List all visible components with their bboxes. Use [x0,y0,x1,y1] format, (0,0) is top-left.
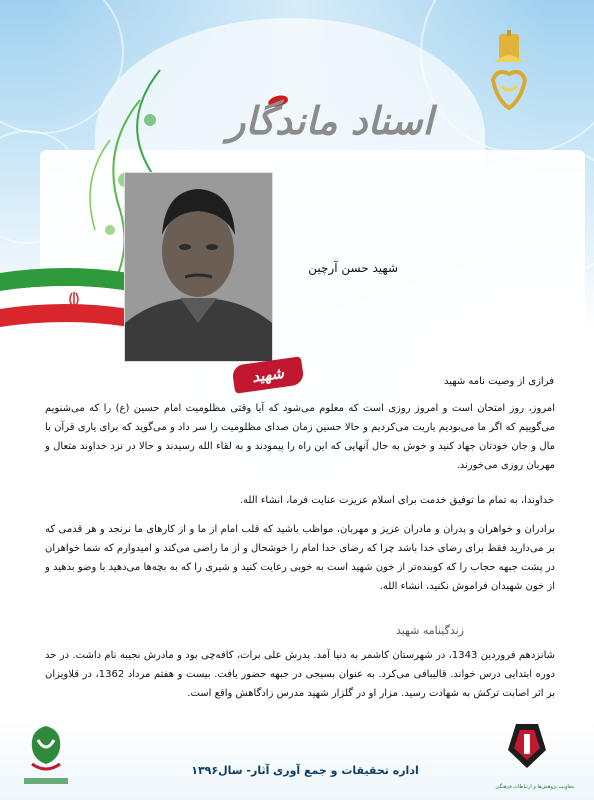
martyr-name: شهید حسن آرچین [308,261,398,275]
martyr-badge: شهید [231,356,304,393]
will-paragraph-2-text: خداوندا، به تمام ما توفیق خدمت برای اسلام عزیزت عنایت فرما، انشاء الله. [239,495,554,506]
biography-heading: زندگینامه شهید [395,624,464,637]
iran-flag-icon [0,267,130,329]
page-title: اسناد ماندگار [226,98,434,143]
foundation-logo-icon [18,720,74,788]
will-paragraph-3 [45,520,555,596]
will-paragraph-3-text: برادران و خواهران و پدران و مادران عزیز و مهربان، مواظب باشید که قلب امام از ما و از کارهای ما نرنجد و هر قدمی که بر می‌دارید فقط برای رضای خدا باشد چرا که رضای خدا امام را خوشحال و از ما راضی می‌کند و امیدوارم که شما خواهران در پشت جبهه حجاب را که کوبنده‌تر از خون شهید است به خوبی رعایت کنید و شیری را که به بچه‌ها می‌دهید با وضو بدهید و از خون شهیدان فراموش نکنید، انشاء الله. [45,524,555,592]
basij-logo-icon [486,720,576,792]
shrine-emblem-icon [485,30,533,122]
will-title: فرازی از وصیت نامه شهید [443,376,554,387]
will-paragraph-1 [45,399,555,475]
will-paragraph-2 [54,491,554,510]
biography-text: شانزدهم فروردین 1343، در شهرستان کاشمر به دنیا آمد. پدرش علی برات، کافه‌چی بود و مادرش نجیبه نام داشت. در حد دوره ابتدایی درس خواند. قالیبافی می‌کرد. به عنوان بسیجی در جبهه حضور یافت. بیست و هفتم مرداد 1362، در قلاویزان بر اثر اصابت ترکش به شهادت رسید. مزار او در گلزار شهید مدرس زادگاهش واقع است. [45,650,555,699]
biography [45,646,555,703]
will-paragraph-1-text: امروز، روز امتحان است و امروز روزی است که معلوم می‌شود که آیا وقتی مظلومیت امام حسین (ع) را که می‌شنویم می‌گوییم که اگر ما می‌بودیم یاریت می‌کردیم و حالا حسین زمان صدای مظلومیت را سر داد و می‌گوید که برای یاری قرآن با مال و جان خودتان جهاد کنید و خوش به حال آنهایی که این راه را پیمودند و به لقاء الله رسیدند و حالا در نزد خداوند متعال و مهربان روزی می‌خورند. [45,403,555,471]
footer-text: اداره تحقیقات و جمع آوری آثار- سال۱۳۹۶ [191,764,419,777]
right-logo-caption: معاونت پژوهش‌ها و ارتباطات فرهنگی [495,784,574,790]
